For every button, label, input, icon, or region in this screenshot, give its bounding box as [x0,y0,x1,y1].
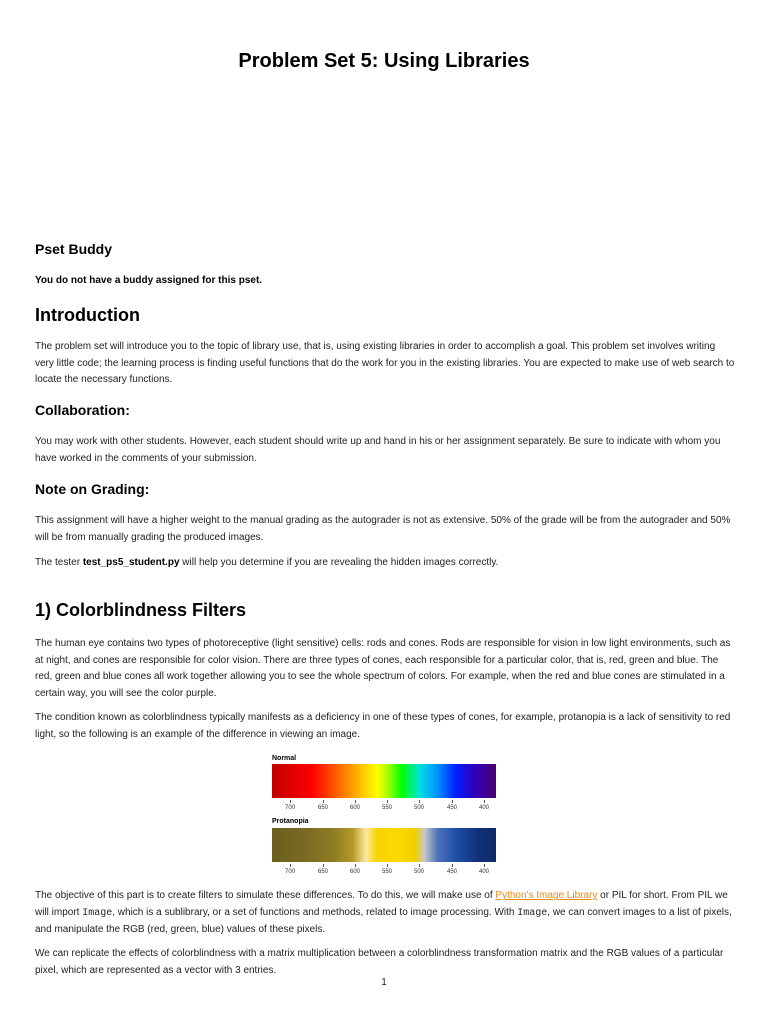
para3-text-c: , which is a sublibrary, or a set of functions and methods, related to image processing. With [112,906,518,918]
tick-label: 700 [284,805,295,811]
tick-label: 550 [381,869,392,875]
tester-text-post: will help you determine if you are revealing the hidden images correctly. [179,557,499,568]
tick-label: 400 [478,869,489,875]
tick-label: 450 [446,805,457,811]
section1-paragraph-3 [35,888,735,939]
section1-paragraph-4: We can replicate the effects of colorblindness with a matrix multiplication between a colorblindness transformation matrix and the RGB values of a particular pixel, which are represented as a vector with 3 entries. [35,948,724,976]
para3-text-d: , we can convert images to a list of pixels, and manipulate the RGB (red, green, blue) values of these pixels. [35,906,732,935]
grading-heading: Note on Grading: [35,481,150,497]
collaboration-heading: Collaboration: [35,402,130,418]
tick-label: 450 [446,869,457,875]
para3-text-a: The objective of this part is to create filters to simulate these differences. To do this, we will make use of [35,890,496,901]
section1-paragraph-1: The human eye contains two types of photoreceptive (light sensitive) cells: rods and cones. Rods are responsible for vision in low light environments, such as at night, and cones are responsible for color vision. There are three types of cones, each responsible for a particular color, that is, red, green and blue. The red, green and blue cones all work together allowing you to see the whole spectrum of colors. For example, when the red and blue cones are stimulated in a certain way, you will see the color purple. [35,638,731,699]
collaboration-paragraph: You may work with other students. However, each student should write up and hand in his or her assignment separately. Be sure to indicate with whom you have worked in the comments of your submission. [35,436,721,464]
tick-mark [419,864,420,867]
tick-mark [355,800,356,803]
tick-label: 650 [317,869,328,875]
protanopia-spectrum-bar [272,828,496,862]
pil-link[interactable]: Python's Image Library [495,890,598,901]
grading-paragraph: This assignment will have a higher weight to the manual grading as the autograder is not as extensive. 50% of the grade will be from the autograder and 50% will be from manually grading the produced images. [35,515,731,543]
normal-label: Normal [272,755,297,762]
tick-mark [484,864,485,867]
tick-mark [387,800,388,803]
tester-paragraph [35,555,735,572]
tick-mark [355,864,356,867]
normal-spectrum-bar [272,764,496,798]
para3-text-b: or PIL for short. From PIL we will import [35,890,728,918]
tick-mark [419,800,420,803]
tick-mark [323,864,324,867]
tick-mark [484,800,485,803]
section1-paragraph-2: The condition known as colorblindness typically manifests as a deficiency in one of these types of cones, for example, protanopia is a lack of sensitivity to red light, so the following is an example of the difference in viewing an image. [35,712,731,740]
intro-paragraph: The problem set will introduce you to the topic of library use, that is, using existing libraries in order to accomplish a goal. This problem set involves writing very little code; the learning process is finding useful functions that do the work for you in the existing libraries. You are expected to make use of web search to locate the necessary functions. [35,341,735,385]
tick-mark [290,864,291,867]
tick-mark [452,800,453,803]
tick-mark [323,800,324,803]
buddy-heading: Pset Buddy [35,241,113,257]
page-number: 1 [381,977,387,988]
code-image-2: Image [517,907,548,919]
tick-mark [452,864,453,867]
code-image-1: Image [82,907,113,919]
tick-mark [290,800,291,803]
tick-label: 500 [413,869,424,875]
page-title: Problem Set 5: Using Libraries [238,50,530,72]
protanopia-axis [272,864,496,878]
tick-label: 550 [381,805,392,811]
protanopia-label: Protanopia [272,818,309,825]
tick-mark [387,864,388,867]
normal-axis [272,800,496,814]
tester-filename: test_ps5_student.py [82,557,180,568]
tick-label: 500 [413,805,424,811]
tick-label: 600 [349,805,360,811]
tick-label: 700 [284,869,295,875]
section1-heading: 1) Colorblindness Filters [35,600,247,620]
tick-label: 650 [317,805,328,811]
buddy-text: You do not have a buddy assigned for this pset. [35,275,263,286]
tick-label: 600 [349,869,360,875]
tick-label: 400 [478,805,489,811]
intro-heading: Introduction [35,305,140,325]
tester-text-pre: The tester [35,557,83,568]
